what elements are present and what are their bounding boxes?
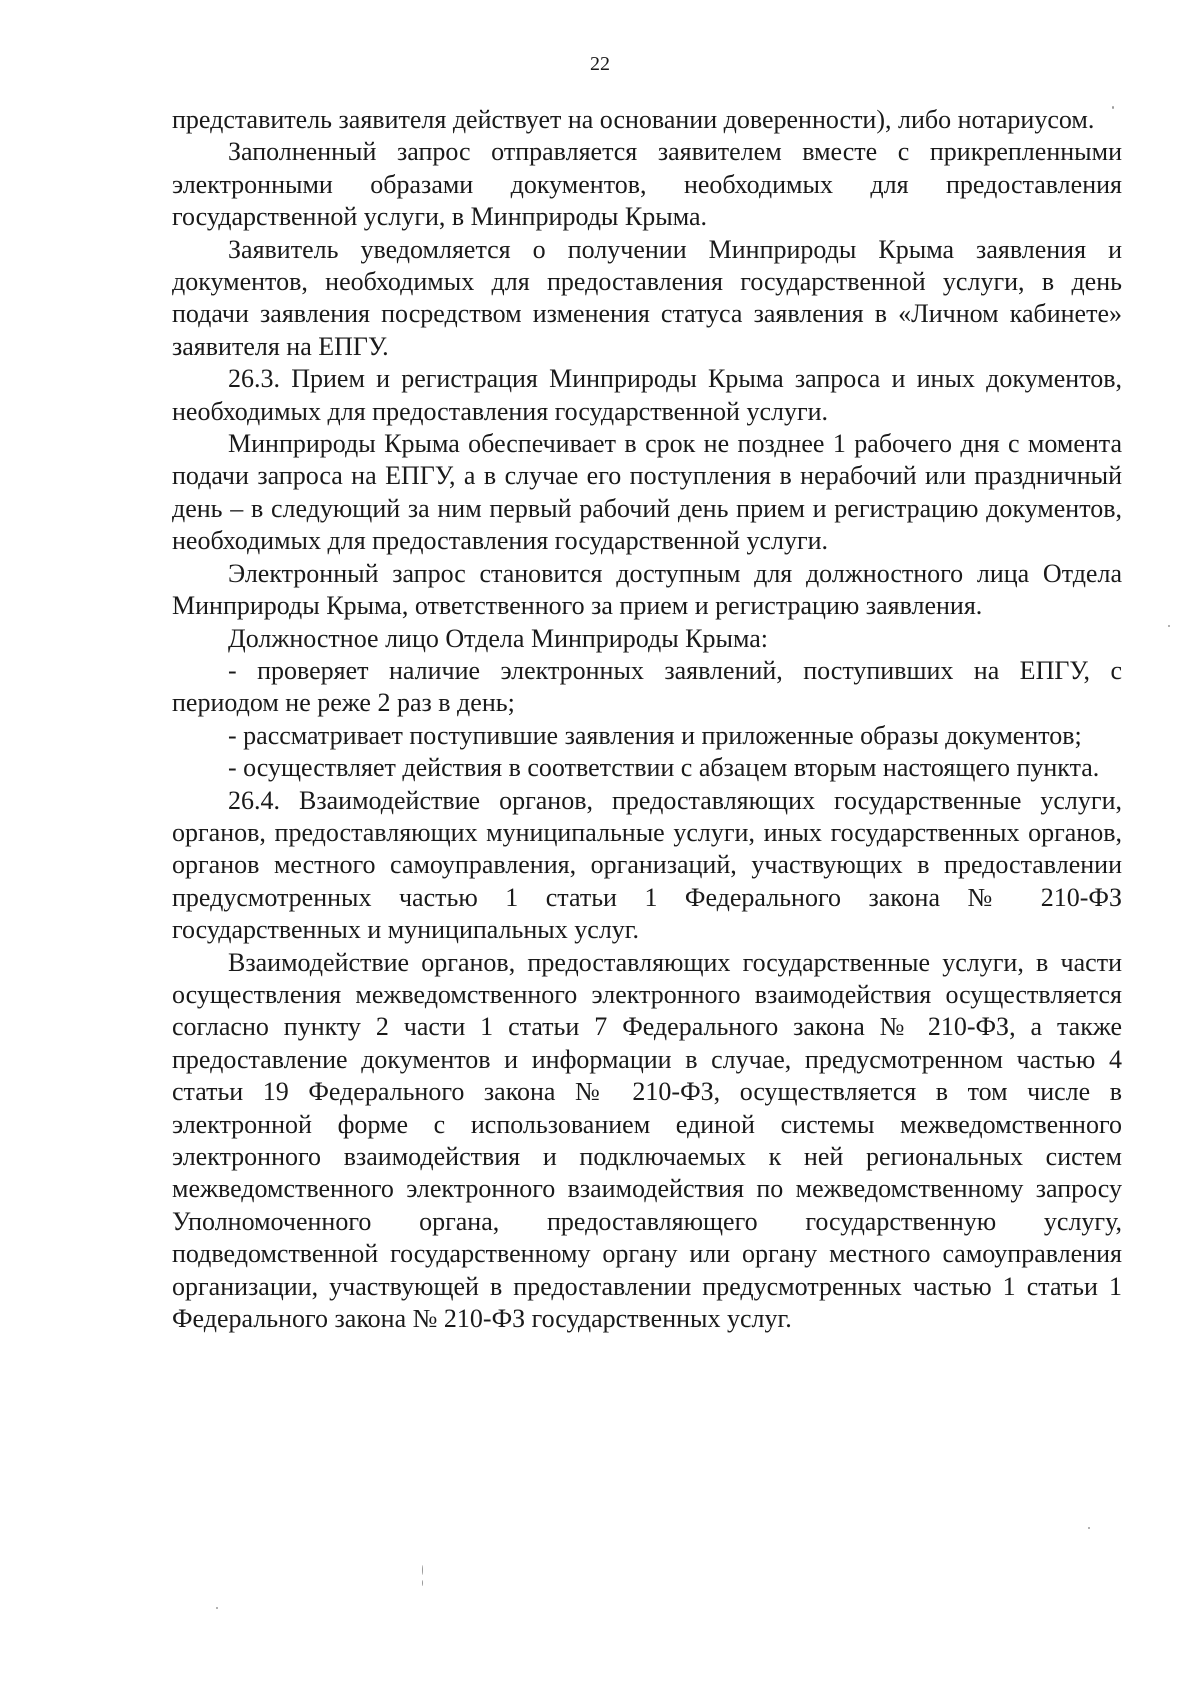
paragraph-10: - осуществляет действия в соответствии с абзацем вторым настоящего пункта. (228, 753, 1100, 783)
scan-speck (1112, 106, 1114, 109)
document-body (172, 104, 1122, 1335)
paragraph-11: 26.4. Взаимодействие органов, предоставляющих государственные услуги, органов, предоставляющих муниципальные услуги, иных государственных органов, органов местного самоуправления, организаций, участвующих в предоставлении предусмотренных частью 1 статьи 1 Федерального закона № 210-ФЗ государственных и муниципальных услуг. (172, 785, 1122, 945)
scan-speck (1168, 625, 1170, 627)
paragraph-4: 26.3. Прием и регистрация Минприроды Крыма запроса и иных документов, необходимых для предоставления государственной услуги. (172, 364, 1122, 426)
paragraph-12: Взаимодействие органов, предоставляющих государственные услуги, в части осуществления межведомственного электронного взаимодействия осуществляется согласно пункту 2 части 1 статьи 7 Федерального закона № 210-ФЗ, а также предоставление документов и информации в случае, предусмотренном частью 4 статьи 19 Федерального закона № 210-ФЗ, осуществляется в том числе в электронной форме с использованием единой системы межведомственного электронного взаимодействия и подключаемых к ней региональных систем межведомственного электронного взаимодействия по межведомственному запросу Уполномоченного органа, предоставляющего государственную услугу, подведомственной государственному органу или органу местного самоуправления организации, участвующей в предоставлении предусмотренных частью 1 статьи 1 Федерального закона № 210-ФЗ государственных услуг. (172, 947, 1122, 1334)
paragraph-8: - проверяет наличие электронных заявлений, поступивших на ЕПГУ, с периодом не реже 2 раз в день; (172, 655, 1122, 718)
paragraph-7: Должностное лицо Отдела Минприроды Крыма: (228, 623, 769, 653)
paragraph-3: Заявитель уведомляется о получении Минприроды Крыма заявления и документов, необходимых для предоставления государственной услуги, в день подачи заявления посредством изменения статуса заявления в «Личном кабинете» заявителя на ЕПГУ. (172, 234, 1122, 361)
scan-speck (422, 1565, 423, 1575)
paragraph-1: представитель заявителя действует на основании доверенности), либо нотариусом. (172, 105, 1095, 134)
paragraph-6: Электронный запрос становится доступным для должностного лица Отдела Минприроды Крыма, ответственного за прием и регистрацию заявления. (172, 558, 1122, 621)
scan-speck (216, 1607, 218, 1609)
scan-speck (422, 1580, 423, 1586)
paragraph-5: Минприроды Крыма обеспечивает в срок не позднее 1 рабочего дня с момента подачи запроса на ЕПГУ, а в случае его поступления в нерабочий или праздничный день – в следующий за ним первый рабочий день прием и регистрацию документов, необходимых для предоставления государственной услуги. (172, 429, 1122, 556)
page-number: 22 (590, 53, 610, 75)
paragraph-2: Заполненный запрос отправляется заявителем вместе с прикрепленными электронными образами документов, необходимых для предоставления государственной услуги, в Минприроды Крыма. (172, 137, 1122, 232)
paragraph-9: - рассматривает поступившие заявления и приложенные образы документов; (228, 720, 1082, 750)
scan-speck (1088, 1527, 1090, 1529)
